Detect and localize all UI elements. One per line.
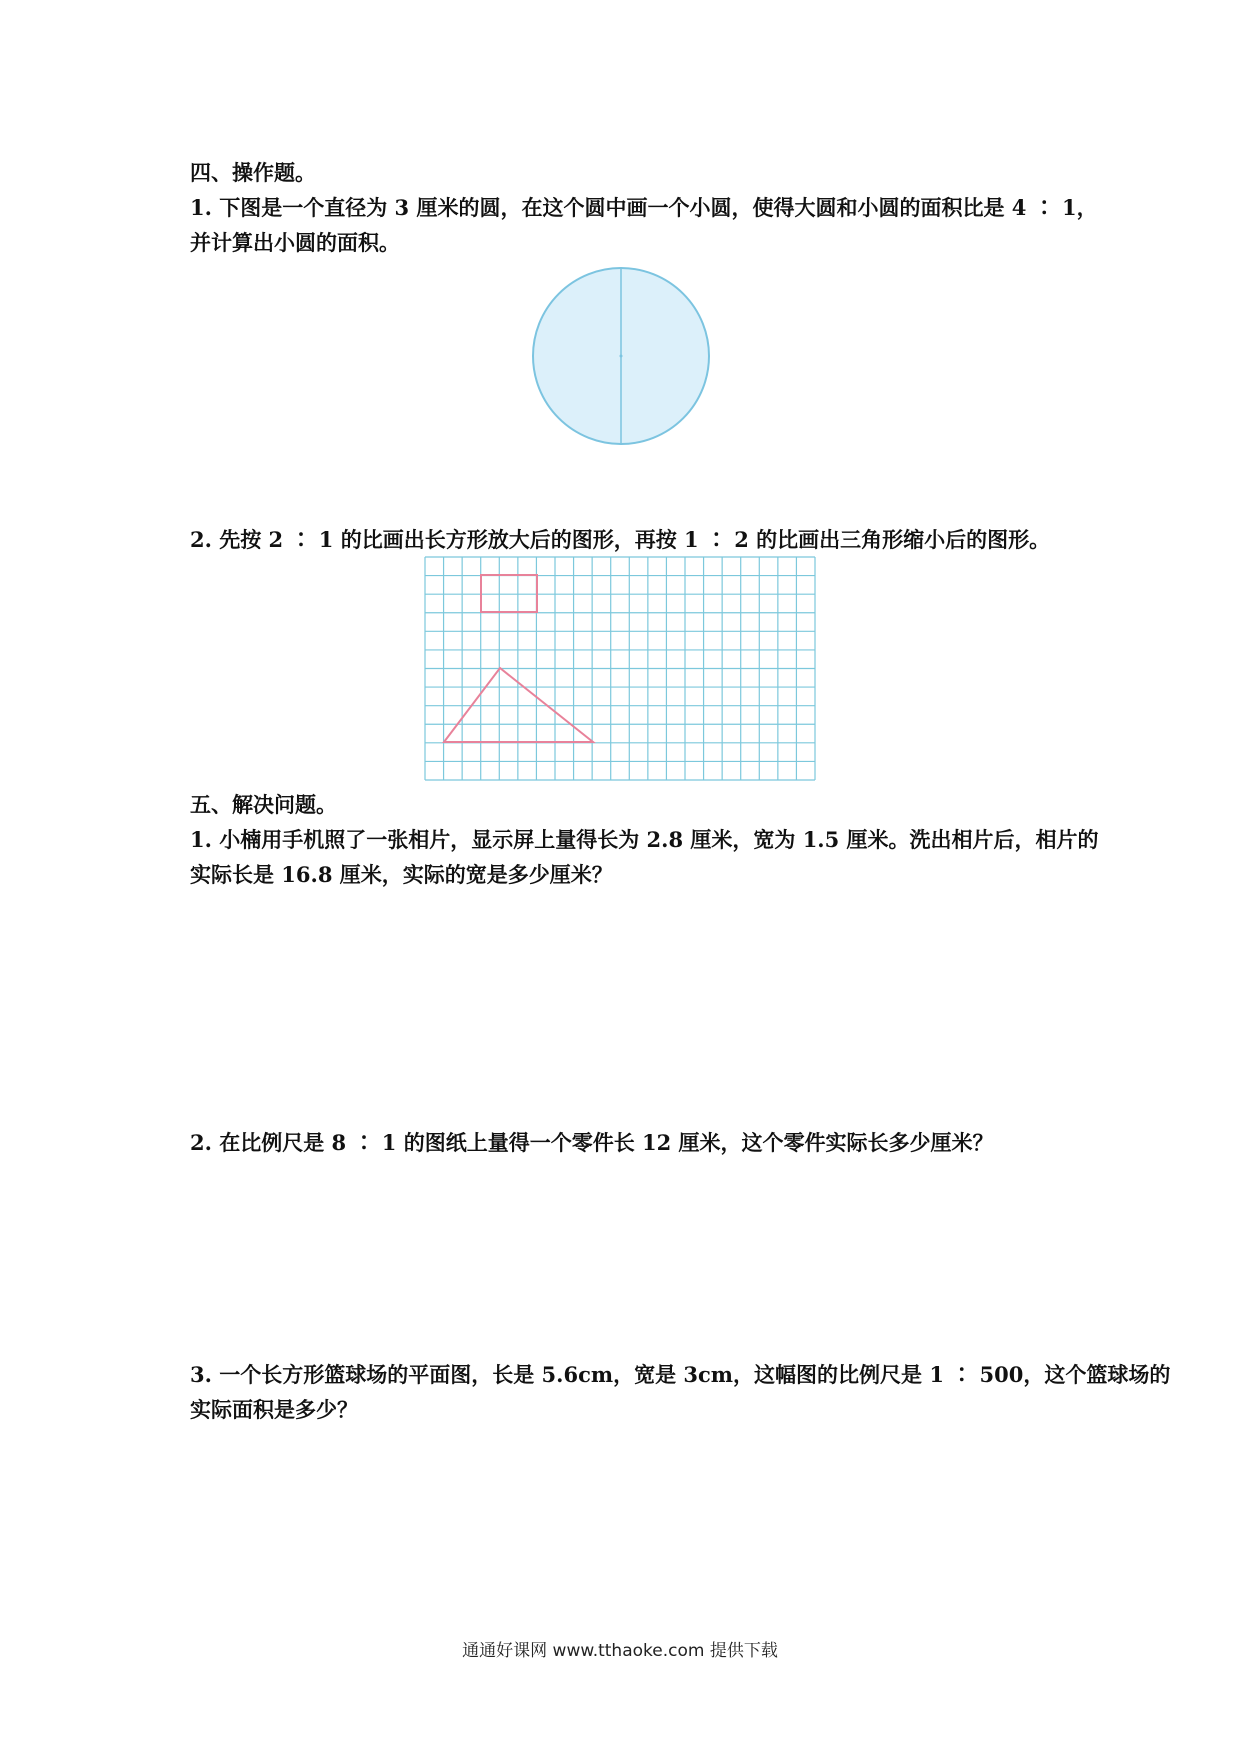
footer-text: 通通好课网 www.tthaoke.com 提供下载 bbox=[462, 1641, 778, 1661]
section5-heading: 五、解决问题。 bbox=[190, 792, 337, 817]
circle-figure bbox=[530, 264, 712, 448]
triangle-shape bbox=[444, 668, 593, 742]
s5-q3-text-line2: 实际面积是多少？ bbox=[190, 1397, 358, 1422]
section4-heading: 四、操作题。 bbox=[190, 160, 316, 185]
center-point bbox=[620, 355, 623, 358]
q1-text-line2: 并计算出小圆的面积。 bbox=[190, 230, 400, 255]
grid-lines bbox=[425, 557, 815, 780]
q2-text-line1: 2. 先按 2 ∶ 1 的比画出长方形放大后的图形，再按 1 ∶ 2 的比画出三角形缩小后的图形。 bbox=[190, 527, 1051, 552]
s5-q2-text-line1: 2. 在比例尺是 8 ∶ 1 的图纸上量得一个零件长 12 厘米，这个零件实际长多少厘米？ bbox=[190, 1130, 994, 1155]
grid-figure bbox=[424, 556, 816, 781]
s5-q1-text-line1: 1. 小楠用手机照了一张相片，显示屏上量得长为 2.8 厘米，宽为 1.5 厘米。洗出相片后，相片的 bbox=[190, 827, 1099, 852]
s5-q3-text-line1: 3. 一个长方形篮球场的平面图，长是 5.6cm，宽是 3cm，这幅图的比例尺是 1 ∶ 500，这个篮球场的 bbox=[190, 1362, 1171, 1387]
rectangle-shape bbox=[481, 575, 537, 612]
q1-text-line1: 1. 下图是一个直径为 3 厘米的圆，在这个圆中画一个小圆，使得大圆和小圆的面积比是 4 ∶ 1， bbox=[190, 195, 1098, 220]
s5-q1-text-line2: 实际长是 16.8 厘米，实际的宽是多少厘米？ bbox=[190, 862, 613, 887]
